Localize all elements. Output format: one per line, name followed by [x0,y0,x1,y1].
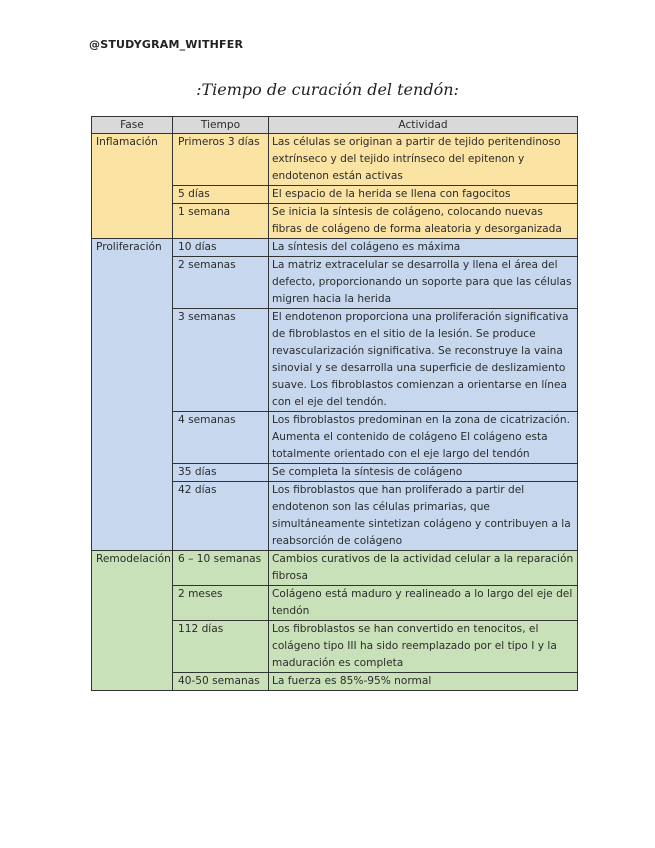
time-cell: 2 semanas [173,257,269,309]
table-row [92,134,578,186]
time-cell: 35 días [173,464,269,482]
header-actividad: Actividad [269,117,578,134]
activity-cell: El espacio de la herida se llena con fagocitos [269,186,578,204]
healing-table [91,116,578,691]
page-title: :Tiempo de curación del tendón: [196,80,459,99]
activity-cell: La fuerza es 85%-95% normal [269,673,578,691]
activity-cell: El endotenon proporciona una proliferación significativa de fibroblastos en el sitio de la lesión. Se produce revascularización significativa. Se reconstruye la vaina sinovial y se desarrolla una superficie de deslizamiento suave. Los fibroblastos comienzan a orientarse en línea con el eje del tendón. [269,309,578,412]
phase-proliferacion: Proliferación [92,239,173,551]
activity-cell: Los fibroblastos se han convertido en tenocitos, el colágeno tipo III ha sido reemplazado por el tipo I y la maduración es completa [269,621,578,673]
table-row [92,239,578,257]
activity-cell: Se completa la síntesis de colágeno [269,464,578,482]
time-cell: 3 semanas [173,309,269,412]
activity-cell: La matriz extracelular se desarrolla y llena el área del defecto, proporcionando un soporte para que las células migren hacia la herida [269,257,578,309]
activity-cell: Colágeno está maduro y realineado a lo largo del eje del tendón [269,586,578,621]
activity-cell: Los fibroblastos que han proliferado a partir del endotenon son las células primarias, que simultáneamente sintetizan colágeno y contribuyen a la reabsorción de colágeno [269,482,578,551]
time-cell: 2 meses [173,586,269,621]
time-cell: 42 días [173,482,269,551]
phase-inflamacion: Inflamación [92,134,173,239]
time-cell: 40-50 semanas [173,673,269,691]
time-cell: Primeros 3 días [173,134,269,186]
activity-cell: Las células se originan a partir de tejido peritendinoso extrínseco y del tejido intrínseco del epitenon y endotenon están activas [269,134,578,186]
time-cell: 10 días [173,239,269,257]
author-handle: @STUDYGRAM_WITHFER [89,38,244,51]
header-tiempo: Tiempo [173,117,269,134]
time-cell: 112 días [173,621,269,673]
activity-cell: La síntesis del colágeno es máxima [269,239,578,257]
time-cell: 5 días [173,186,269,204]
time-cell: 1 semana [173,204,269,239]
activity-cell: Cambios curativos de la actividad celular a la reparación fibrosa [269,551,578,586]
page-title-text: Tiempo de curación del tendón [201,80,454,99]
phase-remodelacion: Remodelación [92,551,173,691]
table-header-row [92,117,578,134]
header-fase: Fase [92,117,173,134]
table-row [92,551,578,586]
time-cell: 4 semanas [173,412,269,464]
time-cell: 6 – 10 semanas [173,551,269,586]
activity-cell: Los fibroblastos predominan en la zona de cicatrización. Aumenta el contenido de colágeno El colágeno esta totalmente orientado con el eje largo del tendón [269,412,578,464]
activity-cell: Se inicia la síntesis de colágeno, colocando nuevas fibras de colágeno de forma aleatoria y desorganizada [269,204,578,239]
